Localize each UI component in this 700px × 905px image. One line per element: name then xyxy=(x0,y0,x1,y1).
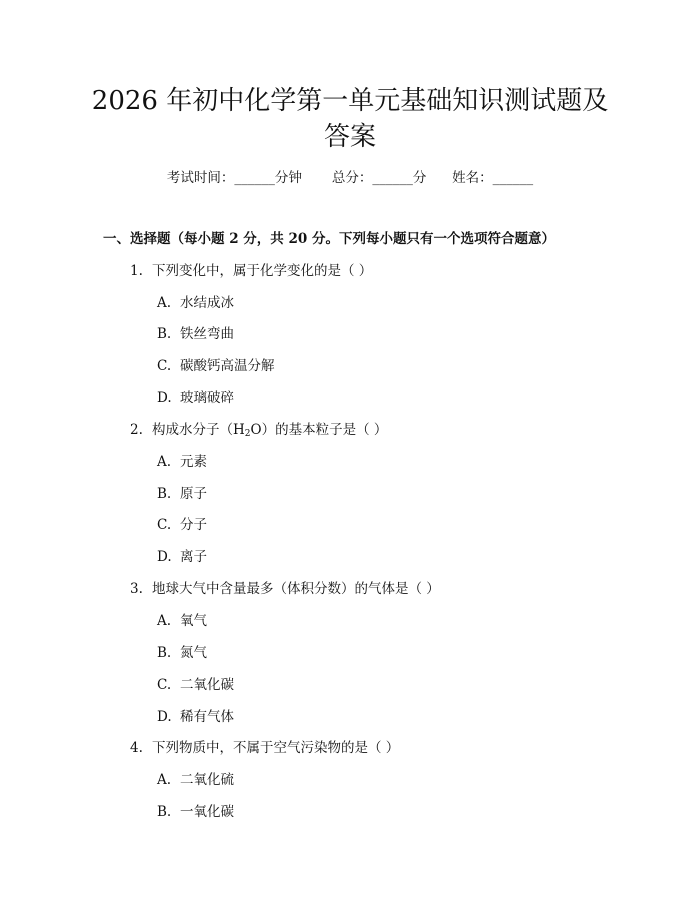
option-text: 氮气 xyxy=(180,645,207,661)
question-text: 下列变化中，属于化学变化的是（ ） xyxy=(152,263,373,279)
question-1-option-c xyxy=(157,356,275,376)
page-title-line-1: 2026 年初中化学第一单元基础知识测试题及 xyxy=(91,86,609,116)
exam-info-row xyxy=(0,168,700,188)
score-unit: 分 xyxy=(412,170,427,186)
option-text: 元素 xyxy=(180,454,207,470)
question-3-option-c xyxy=(157,675,234,695)
question-2-option-c xyxy=(157,515,207,535)
section-heading: 一、选择题（每小题 2 分，共 20 分。下列每小题只有一个选项符合题意） xyxy=(103,231,555,247)
option-letter: B. xyxy=(157,804,172,820)
option-text: 铁丝弯曲 xyxy=(180,326,234,342)
option-letter: C. xyxy=(157,677,172,693)
option-text: 玻璃破碎 xyxy=(180,390,234,406)
name-label: 姓名： xyxy=(452,170,493,186)
question-1 xyxy=(130,261,372,281)
option-letter: C. xyxy=(157,517,172,533)
option-text: 稀有气体 xyxy=(180,709,234,725)
time-blank: ______ xyxy=(234,170,275,186)
option-letter: D. xyxy=(157,390,172,406)
option-text: 二氧化碳 xyxy=(180,677,234,693)
option-text: 碳酸钙高温分解 xyxy=(180,358,275,374)
question-number: 4. xyxy=(130,740,143,756)
name-blank: ______ xyxy=(492,170,534,186)
question-number: 3. xyxy=(130,581,143,597)
option-text: 氧气 xyxy=(180,613,207,629)
option-letter: A. xyxy=(157,454,172,470)
option-text: 水结成冰 xyxy=(180,295,234,311)
question-3-option-b xyxy=(157,643,207,663)
option-text: 离子 xyxy=(180,549,207,565)
question-2 xyxy=(130,420,387,440)
question-text: 下列物质中，不属于空气污染物的是（ ） xyxy=(152,740,400,756)
option-letter: B. xyxy=(157,326,172,342)
option-letter: B. xyxy=(157,486,172,502)
question-4-option-b xyxy=(157,802,234,822)
option-text: 原子 xyxy=(180,486,207,502)
question-3-option-a xyxy=(157,611,207,631)
question-4 xyxy=(130,738,399,758)
question-3 xyxy=(130,579,440,599)
question-4-option-a xyxy=(157,770,234,790)
option-letter: C. xyxy=(157,358,172,374)
option-letter: D. xyxy=(157,549,172,565)
time-label: 考试时间： xyxy=(166,170,235,186)
question-text-after: O）的基本粒子是（ ） xyxy=(250,422,388,438)
question-number: 1. xyxy=(130,263,143,279)
question-1-option-b xyxy=(157,324,234,344)
option-letter: D. xyxy=(157,709,172,725)
question-text-before: 构成水分子（H xyxy=(152,422,245,438)
question-2-option-b xyxy=(157,484,207,504)
option-letter: A. xyxy=(157,295,172,311)
option-letter: B. xyxy=(157,645,172,661)
option-text: 二氧化硫 xyxy=(180,772,234,788)
question-1-option-d xyxy=(157,388,234,408)
question-number: 2. xyxy=(130,422,143,438)
time-unit: 分钟 xyxy=(274,170,302,186)
option-text: 分子 xyxy=(180,517,207,533)
question-text: 地球大气中含量最多（体积分数）的气体是（ ） xyxy=(152,581,440,597)
option-letter: A. xyxy=(157,613,172,629)
question-3-option-d xyxy=(157,707,234,727)
score-blank: ______ xyxy=(372,170,413,186)
option-text: 一氧化碳 xyxy=(180,804,234,820)
question-2-option-a xyxy=(157,452,207,472)
page-title-line-2: 答案 xyxy=(323,122,376,152)
question-1-option-a xyxy=(157,293,234,313)
option-letter: A. xyxy=(157,772,172,788)
question-2-option-d xyxy=(157,547,207,567)
subscript: 2 xyxy=(244,429,251,439)
score-label: 总分： xyxy=(331,170,373,186)
